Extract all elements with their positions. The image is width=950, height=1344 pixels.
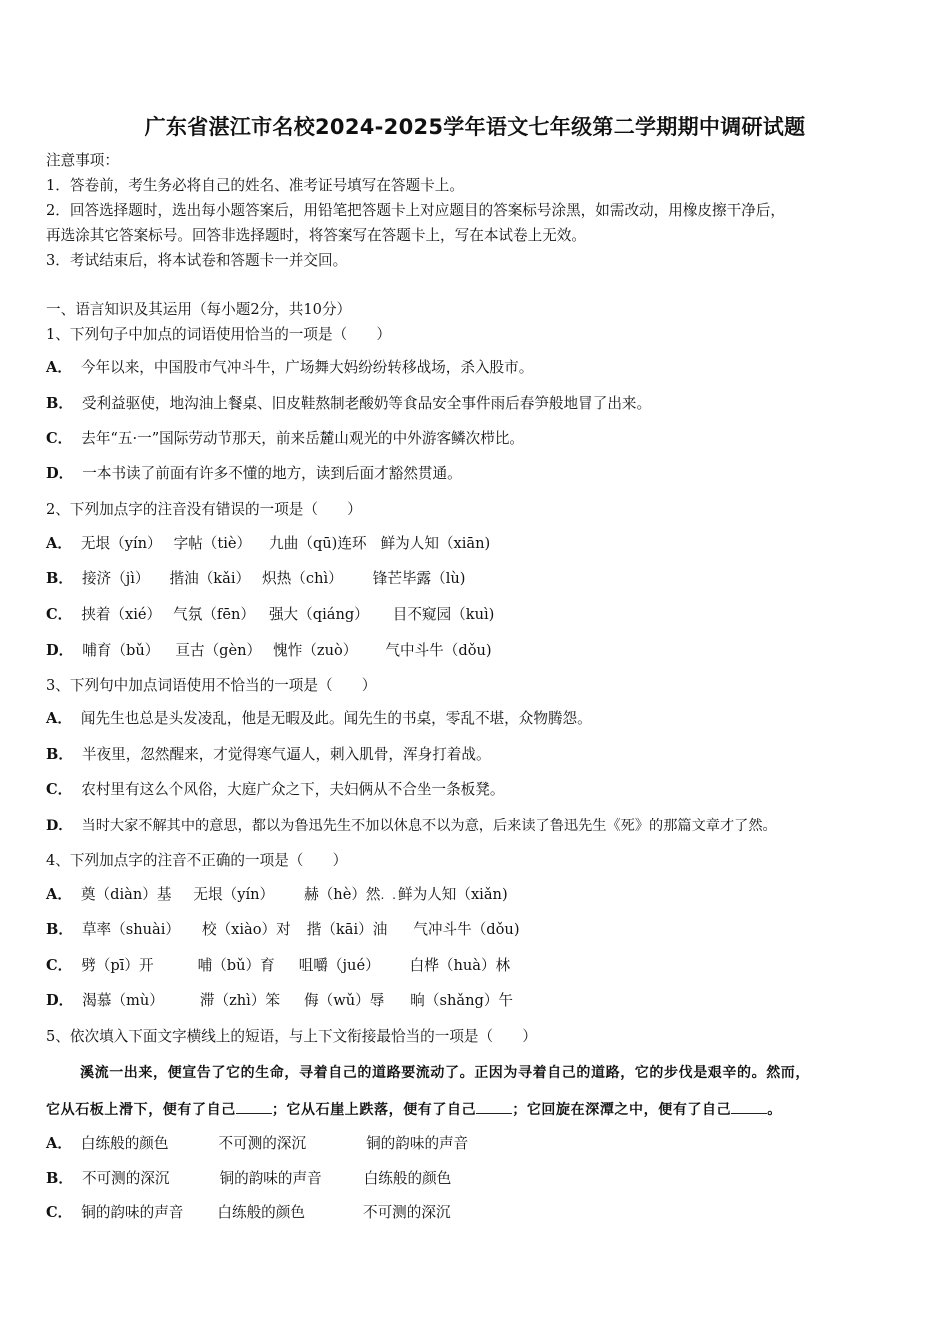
q2-option-d: [46, 641, 492, 661]
option-part: 铜的韵味的声音: [219, 1170, 322, 1187]
option-part: 不可测的深沉: [218, 1135, 307, 1152]
q3-option-d: [46, 816, 777, 836]
q2-option-b: [46, 569, 465, 589]
q4-option-d: [46, 991, 513, 1011]
option-part: 哺育（bǔ）: [82, 642, 160, 659]
option-part: 揩油（kǎi）: [169, 570, 251, 587]
q3-option-b: [46, 745, 491, 765]
passage-text: ；它回旋在深潭之中，便有了自己: [512, 1102, 732, 1118]
option-letter: A．: [46, 359, 72, 376]
option-part: 白桦（huà）林: [409, 957, 511, 974]
notice-item: 3．考试结束后，将本试卷和答题卡一并交回。: [46, 252, 348, 269]
option-part: 哺（bǔ）育: [197, 957, 275, 974]
question-2-stem: 2、下列加点字的注音没有错误的一项是（ ）: [46, 501, 362, 518]
option-letter: B．: [46, 921, 73, 938]
option-part: 气氛（fēn）: [173, 606, 255, 623]
question-4-stem: 4、下列加点字的注音不正确的一项是（ ）: [46, 852, 348, 869]
option-part: 草率（shuài）: [81, 921, 180, 938]
option-part: 奠（diàn）基: [80, 886, 172, 903]
option-part: 咀嚼（jué）: [298, 957, 380, 974]
option-part: 亘古（gèn）: [175, 642, 262, 659]
q2-option-c: [46, 605, 494, 625]
q1-option-c: [46, 429, 524, 449]
option-part: 无垠（yín）: [193, 886, 275, 903]
passage-text: 它从石板上滑下，便有了自己: [46, 1102, 236, 1118]
q2-option-a: [46, 534, 490, 554]
option-letter: C．: [46, 1204, 73, 1221]
option-part: 气冲斗牛（dǒu): [413, 921, 520, 938]
option-letter: C．: [46, 781, 73, 798]
option-letter: D．: [46, 818, 73, 834]
page-title: 广东省湛江市名校2024-2025学年语文七年级第二学期期中调研试题: [144, 115, 806, 139]
option-letter: C．: [46, 606, 73, 623]
option-part: 挟着（xié）: [81, 606, 162, 623]
option-part: 接济（jì）: [81, 570, 150, 587]
q3-option-a: [46, 709, 592, 729]
option-text: 受利益驱使，地沟油上餐桌、旧皮鞋熬制老酸奶等食品安全事件雨后春笋般地冒了出来。: [81, 395, 652, 412]
option-part: 白练般的颜色: [217, 1204, 305, 1221]
option-text: 一本书读了前面有许多不懂的地方，读到后面才豁然贯通。: [82, 465, 462, 482]
option-letter: D．: [46, 465, 74, 482]
fill-blank: [236, 1101, 272, 1114]
option-part: 校（xiào）对: [201, 921, 291, 938]
option-letter: A．: [46, 710, 72, 727]
option-part: 晌（shǎng）午: [410, 992, 514, 1009]
option-part: 侮（wǔ）辱: [304, 992, 385, 1009]
passage-line: 溪流一出来，便宣告了它的生命，寻着自己的道路要流动了。正因为寻着自己的道路，它的步伐是艰辛的。然而，: [80, 1065, 810, 1081]
option-letter: D．: [46, 642, 74, 659]
option-part: 愧怍（zuò）: [273, 642, 358, 659]
q5-option-b: [46, 1169, 451, 1189]
option-part: 铜的韵味的声音: [81, 1204, 184, 1221]
option-letter: C．: [46, 957, 73, 974]
option-part: 炽热（chì）: [262, 570, 343, 587]
fill-blank: [476, 1101, 512, 1114]
option-letter: B．: [46, 570, 73, 587]
option-part: 气中斗牛（dǒu): [385, 642, 492, 659]
q1-option-d: [46, 464, 462, 484]
passage-line: [46, 1100, 782, 1120]
q1-option-b: [46, 394, 651, 414]
option-part: 锋芒毕露（lù): [372, 570, 466, 587]
option-text: 农村里有这么个风俗，大庭广众之下，夫妇俩从不合坐一条板凳。: [81, 781, 505, 798]
passage-text: 。: [767, 1102, 782, 1118]
q1-option-a: [46, 358, 533, 378]
option-part: 白练般的颜色: [363, 1170, 452, 1187]
option-part: 赫（hè）然: [304, 886, 381, 903]
option-part: 揩（kāi）油: [306, 921, 388, 938]
passage-text: ；它从石崖上跌落，便有了自己: [271, 1102, 477, 1118]
option-letter: B．: [46, 1170, 73, 1187]
option-text: 闻先生也总是头发凌乱，他是无暇及此。闻先生的书桌，零乱不堪，众物腾怨。: [80, 710, 592, 727]
option-part: 不可测的深沉: [81, 1170, 170, 1187]
notice-item: 2．回答选择题时，选出每小题答案后，用铅笔把答题卡上对应题目的答案标号涂黑，如需改动，用橡皮擦干净后，: [46, 202, 785, 219]
option-part: 九曲（qū)连环: [269, 535, 367, 552]
option-part: 鲜为人知（xiān): [380, 535, 491, 552]
option-letter: B．: [46, 746, 73, 763]
question-5-stem: 5、依次填入下面文字横线上的短语，与上下文衔接最恰当的一项是（ ）: [46, 1028, 537, 1045]
emphasis-dots: . .: [380, 888, 398, 902]
option-part: 滞（zhì）笨: [199, 992, 281, 1009]
fill-blank: [731, 1101, 767, 1114]
notice-item: 1．答卷前，考生务必将自己的姓名、准考证号填写在答题卡上。: [46, 177, 464, 194]
option-part: 白练般的颜色: [80, 1135, 169, 1152]
q3-option-c: [46, 780, 504, 800]
q4-option-a: [46, 885, 508, 905]
option-part: 渴慕（mù）: [82, 992, 164, 1009]
option-part: 字帖（tiè）: [173, 535, 252, 552]
notice-heading: 注意事项：: [46, 152, 119, 169]
question-1-stem: 1、下列句子中加点的词语使用恰当的一项是（ ）: [46, 326, 391, 343]
q5-option-c: [46, 1203, 451, 1223]
option-text: 半夜里，忽然醒来，才觉得寒气逼人，刺入肌骨，浑身打着战。: [81, 746, 491, 763]
option-text: 去年“五·一”国际劳动节那天，前来岳麓山观光的中外游客鳞次栉比。: [81, 430, 525, 447]
option-text: 当时大家不解其中的意思，都以为鲁迅先生不加以休息不以为意，后来读了鲁迅先生《死》的那篇文章才了然。: [81, 818, 777, 834]
option-part: 强大（qiáng）: [268, 606, 369, 623]
q4-option-b: [46, 920, 520, 940]
option-part: 鲜为人知（xiǎn): [397, 886, 508, 903]
option-letter: D．: [46, 992, 74, 1009]
option-letter: A．: [46, 535, 72, 552]
option-part: 铜的韵味的声音: [366, 1135, 469, 1152]
section-heading: 一、语言知识及其运用（每小题2分，共10分）: [46, 301, 352, 318]
option-text: 今年以来，中国股市气冲斗牛，广场舞大妈纷纷转移战场，杀入股市。: [80, 359, 534, 376]
q5-option-a: [46, 1134, 468, 1154]
option-letter: A．: [46, 1135, 72, 1152]
notice-item: 再选涂其它答案标号。回答非选择题时，将答案写在答题卡上，写在本试卷上无效。: [46, 227, 586, 244]
q4-option-c: [46, 956, 510, 976]
option-part: 不可测的深沉: [362, 1204, 451, 1221]
option-part: 劈（pī）开: [81, 957, 154, 974]
option-letter: C．: [46, 430, 73, 447]
option-part: 目不窥园（kuì): [392, 606, 495, 623]
question-3-stem: 3、下列句中加点词语使用不恰当的一项是（ ）: [46, 677, 377, 694]
option-letter: A．: [46, 886, 72, 903]
option-letter: B．: [46, 395, 73, 412]
option-part: 无垠（yín）: [80, 535, 162, 552]
